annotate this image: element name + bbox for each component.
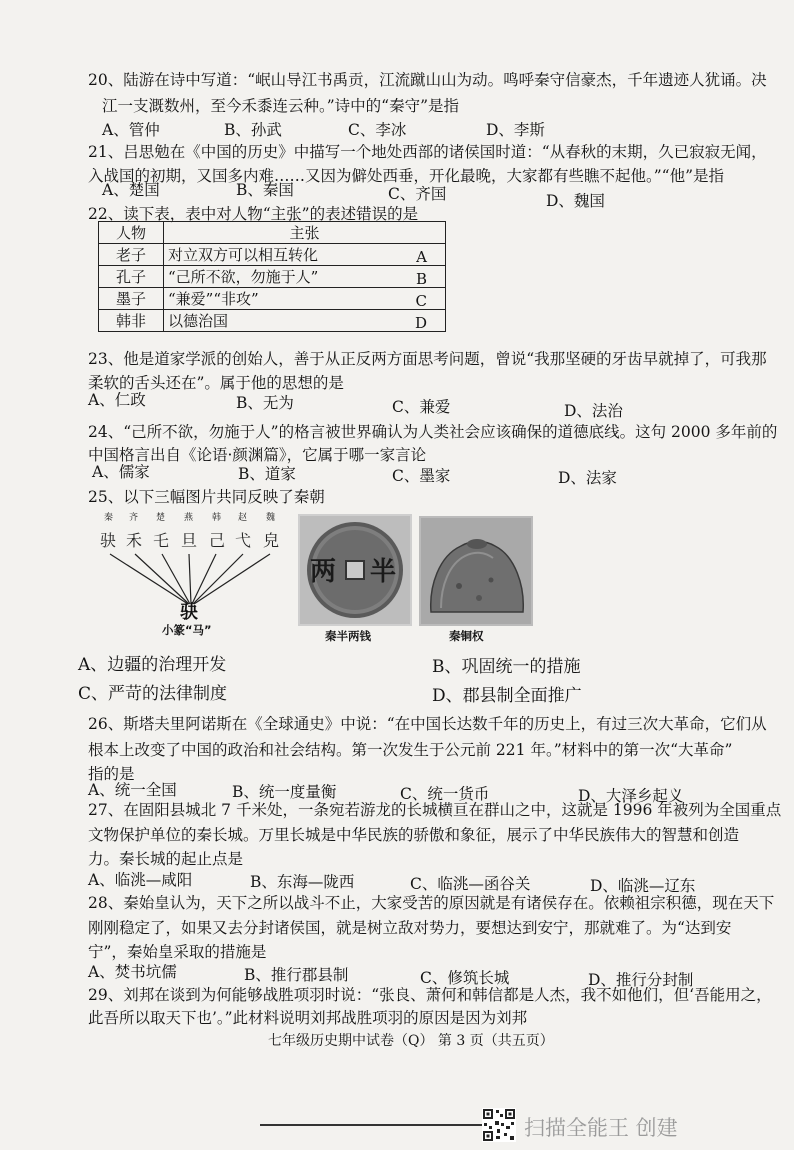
table-row [99,310,446,332]
claim-letter: D [414,314,427,332]
table-cell-claim [164,244,446,266]
table-cell-person: 老子 [99,244,164,266]
q28-option-c: C、修筑长城 [420,969,510,987]
q21-option-c: C、齐国 [388,185,447,203]
q26-option-c: C、统一货币 [400,785,490,803]
q27-line-3: 力。秦长城的起止点是 [88,850,244,868]
ancient-glyph: 己 [209,531,226,550]
q23-line-1: 23、他是道家学派的创始人，善于从正反两方面思考问题，曾说“我那坚硬的牙齿早就掉了，可我那 [88,350,767,368]
q23-option-b: B、无为 [236,394,294,412]
q28-option-b: B、推行郡县制 [244,966,349,984]
claim-letter: A [416,248,427,266]
state-label: 楚 [156,513,166,523]
convergence-lines [110,554,270,604]
coin-char-right: 半 [370,557,397,587]
table-row [99,266,446,288]
q23-line-2: 柔软的舌头还在”。属于他的思想的是 [88,374,344,392]
ancient-glyph: 乇 [153,531,170,550]
q26-option-b: B、统一度量衡 [232,783,337,801]
q24-option-d: D、法家 [558,469,617,487]
claim-text: 以德治国 [168,312,229,330]
table-cell-person: 墨子 [99,288,164,310]
q22-table [98,221,446,332]
q25-option-a: A、边疆的治理开发 [78,655,227,675]
q26-line-3: 指的是 [88,765,135,783]
claim-text: 对立双方可以相互转化 [168,246,319,264]
table-header-claim: 主张 [164,222,446,244]
q25-line: 25、以下三幅图片共同反映了秦朝 [88,488,325,506]
seal-script-glyph: 𫘝 [180,602,198,623]
q24-line-2: 中国格言出自《论语·颜渊篇》，它属于哪一家言论 [88,446,427,464]
ancient-glyph: 禾 [126,531,143,550]
q26-option-a: A、统一全国 [88,781,177,799]
q24-line-1: 24、“己所不欲，勿施于人”的格言被世界确认为人类社会应该确保的道德底线。这句 2000 多年前的 [88,423,778,441]
q20-line-2: 江一支溉数州，至今禾黍连云种。”诗中的“秦守”是指 [102,97,460,115]
table-cell-person: 孔子 [99,266,164,288]
q21-line-2: 入战国的初期，又国多内难……又因为僻处西垂，开化最晚，大家都有些瞧不起他。”“他”是指 [88,167,725,185]
q26-line-2: 根本上改变了中国的政治和社会结构。第一次发生于公元前 221 年。”材料中的第一次“大革命” [88,741,733,759]
state-label: 赵 [238,513,248,523]
state-label: 魏 [266,513,276,523]
q21-line-1: 21、吕思勉在《中国的历史》中描写一个地处西部的诸侯国时道：“从春秋的末期，久已寂寂无闻， [88,143,767,161]
table-cell-claim [164,266,446,288]
q26-option-d: D、大泽乡起义 [578,787,684,805]
q24-option-b: B、道家 [238,465,296,483]
table-cell-claim [164,310,446,332]
q28-line-2: 刚刚稳定了，如果又去分封诸侯国，就是树立敌对势力，要想达到安宁，那就难了。为“达到安 [88,919,732,937]
footer-rule [260,1124,482,1126]
q23-option-c: C、兼爱 [392,398,451,416]
q29-line-2: 此吾所以取天下也’。”此材料说明刘邦战胜项羽的原因是因为刘邦 [88,1009,528,1027]
banliang-coin-image [298,514,412,626]
q27-option-d: D、临洮—辽东 [590,877,696,895]
q27-line-1: 27、在固阳县城北 7 千米处，一条宛若游龙的长城横亘在群山之中，这就是 1996 年被列为全国重点 [88,801,782,819]
q29-line-1: 29、刘邦在谈到为何能够战胜项羽时说：“张良、萧何和韩信都是人杰，我不如他们，但‘吾能用之， [88,986,772,1004]
q23-option-d: D、法治 [564,402,623,420]
q25-option-c: C、严苛的法律制度 [78,684,228,704]
table-row [99,288,446,310]
caption-coin: 秦半两钱 [325,629,371,643]
q28-line-1: 28、秦始皇认为，天下之所以战斗不止，大家受苦的原因就是有诸侯存在。依赖祖宗积德，现在天下 [88,894,775,912]
q23-option-a: A、仁政 [88,391,146,409]
state-label: 秦 [104,513,114,523]
horse-character-figure [92,508,292,638]
state-label: 韩 [212,513,222,523]
q20-option-a: A、管仲 [102,121,160,139]
q25-option-b: B、巩固统一的措施 [432,657,581,677]
table-cell-person: 韩非 [99,310,164,332]
q21-option-a: A、楚国 [102,181,160,199]
table-row [99,244,446,266]
claim-text: “兼爱”“非攻” [168,290,259,308]
q27-option-c: C、临洮—函谷关 [410,875,531,893]
ancient-glyph: 皃 [263,531,280,550]
claim-letter: C [415,292,427,310]
q27-line-2: 文物保护单位的秦长城。万里长城是中华民族的骄傲和象征，展示了中华民族伟大的智慧和创造 [88,826,740,844]
ancient-glyph: 旦 [181,531,198,550]
q26-line-1: 26、斯塔夫里阿诺斯在《全球通史》中说：“在中国长达数千年的历史上，有过三次大革命，它们从 [88,715,767,733]
caption-seal-script: 小篆“马” [162,623,212,637]
q20-option-c: C、李冰 [348,121,407,139]
q24-option-a: A、儒家 [92,463,150,481]
caption-weight: 秦铜权 [449,629,484,643]
q20-option-b: B、孙武 [224,121,282,139]
qr-code-icon [482,1108,516,1142]
ancient-glyph: 弋 [235,531,252,550]
q21-option-b: B、秦国 [236,181,294,199]
table-header-person: 人物 [99,222,164,244]
q28-option-d: D、推行分封制 [588,971,694,989]
q24-option-c: C、墨家 [392,467,451,485]
state-label: 燕 [184,513,194,523]
claim-letter: B [415,270,427,288]
q28-line-3: 宁”，秦始皇采取的措施是 [88,943,267,961]
bronze-weight-image [419,516,533,626]
q25-option-d: D、郡县制全面推广 [432,686,582,706]
page-footer: 七年级历史期中试卷（Q） 第 3 页（共五页） [268,1033,554,1049]
table-cell-claim [164,288,446,310]
q21-option-d: D、魏国 [546,192,605,210]
q20-option-d: D、李斯 [486,121,545,139]
scanner-watermark: 扫描全能王 创建 [524,1116,678,1140]
ancient-glyph: 𫘝 [100,531,117,550]
table-header-row [99,222,446,244]
q20-line-1: 20、陆游在诗中写道：“岷山导江书禹贡，江流蹴山山为动。鸣呼秦守信豪杰，千年遗迹人犹诵。决 [88,71,767,89]
q27-option-b: B、东海—陇西 [250,873,355,891]
coin-char-left: 两 [310,557,337,587]
q22-line: 22、读下表，表中对人物“主张”的表述错误的是 [88,205,419,223]
state-label: 齐 [129,513,139,523]
q28-option-a: A、焚书坑儒 [88,963,177,981]
claim-text: “己所不欲，勿施于人” [168,268,319,286]
q27-option-a: A、临洮—咸阳 [88,871,193,889]
